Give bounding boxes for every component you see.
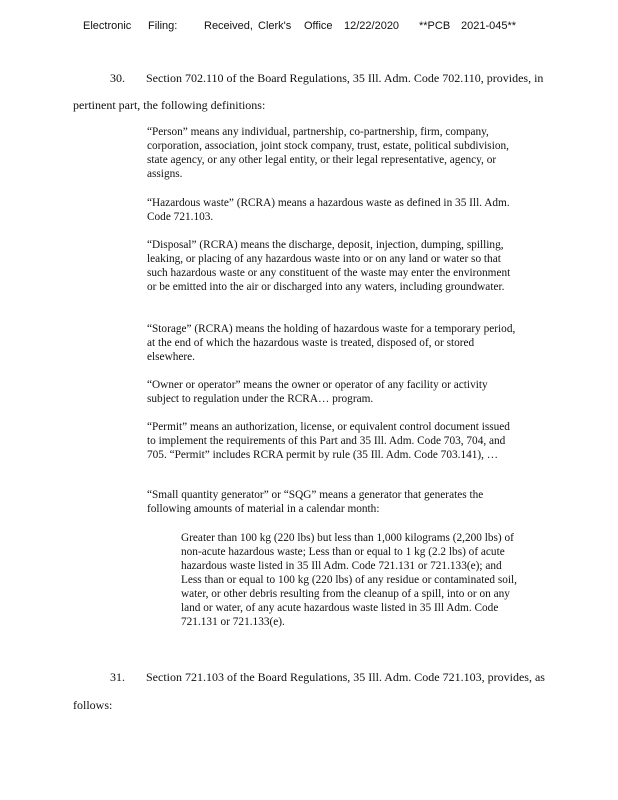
paragraph-30-line-1: Section 702.110 of the Board Regulations, 35 Ill. Adm. Code 702.110, provides, in (146, 71, 544, 85)
definition-owner-operator: “Owner or operator” means the owner or operator of any facility or activity subject to regulation under the RCRA… program. (147, 379, 488, 405)
paragraph-30-line-2: pertinent part, the following definitions: (73, 98, 266, 112)
paragraph-31-number: 31. (110, 670, 125, 684)
header-pcb: **PCB (419, 20, 451, 32)
header-date: 12/22/2020 (344, 20, 400, 32)
header-office: Office (304, 20, 333, 32)
paragraph-30-number: 30. (110, 71, 125, 85)
paragraph-31-line-1: Section 721.103 of the Board Regulations, 35 Ill. Adm. Code 721.103, provides, as (146, 670, 545, 684)
filing-header (0, 20, 618, 36)
header-filing: Filing: (148, 20, 178, 32)
definition-disposal: “Disposal” (RCRA) means the discharge, deposit, injection, dumping, spilling, leaking, or placing of any hazardous waste into or on any land or water so that such hazardous waste or any constituent of the waste may enter the environment or be emitted into the air or discharged into any waters, including groundwater. (147, 239, 511, 293)
header-docket: 2021-045** (461, 20, 517, 32)
header-clerks: Clerk's (258, 20, 292, 32)
header-electronic: Electronic (83, 20, 132, 32)
definition-person: “Person” means any individual, partnership, co-partnership, firm, company, corporation, association, joint stock company, trust, estate, political subdivision, state agency, or any other legal entity, or their legal representative, agency, or assigns. (147, 126, 509, 180)
definition-permit: “Permit” means an authorization, license, or equivalent control document issued to implement the requirements of this Part and 35 Ill. Adm. Code 703, 704, and 705. “Permit” includes RCRA permit by rule (35 Ill. Adm. Code 703.141), … (147, 421, 510, 461)
paragraph-31-line-2: follows: (73, 698, 113, 712)
sqg-amounts: Greater than 100 kg (220 lbs) but less than 1,000 kilograms (2,200 lbs) of non-acute hazardous waste; Less than or equal to 1 kg (2.2 lbs) of acute hazardous waste listed in 35 Ill Adm. Code 721.131 or 721.133(e); and Less than or equal to 100 kg (220 lbs) of any residue or contaminated soil, water, or other debris resulting from the cleanup of a spill, into or on any land or water, of any acute hazardous waste listed in 35 Ill Adm. Code 721.131 or 721.133(e). (181, 532, 518, 628)
definition-small-quantity-generator: “Small quantity generator” or “SQG” means a generator that generates the following amounts of material in a calendar month: (147, 489, 484, 515)
definition-hazardous-waste: “Hazardous waste” (RCRA) means a hazardous waste as defined in 35 Ill. Adm. Code 721.103. (147, 197, 510, 223)
header-received: Received, (204, 20, 253, 32)
definition-storage: “Storage” (RCRA) means the holding of hazardous waste for a temporary period, at the end of which the hazardous waste is treated, disposed of, or stored elsewhere. (147, 323, 516, 363)
